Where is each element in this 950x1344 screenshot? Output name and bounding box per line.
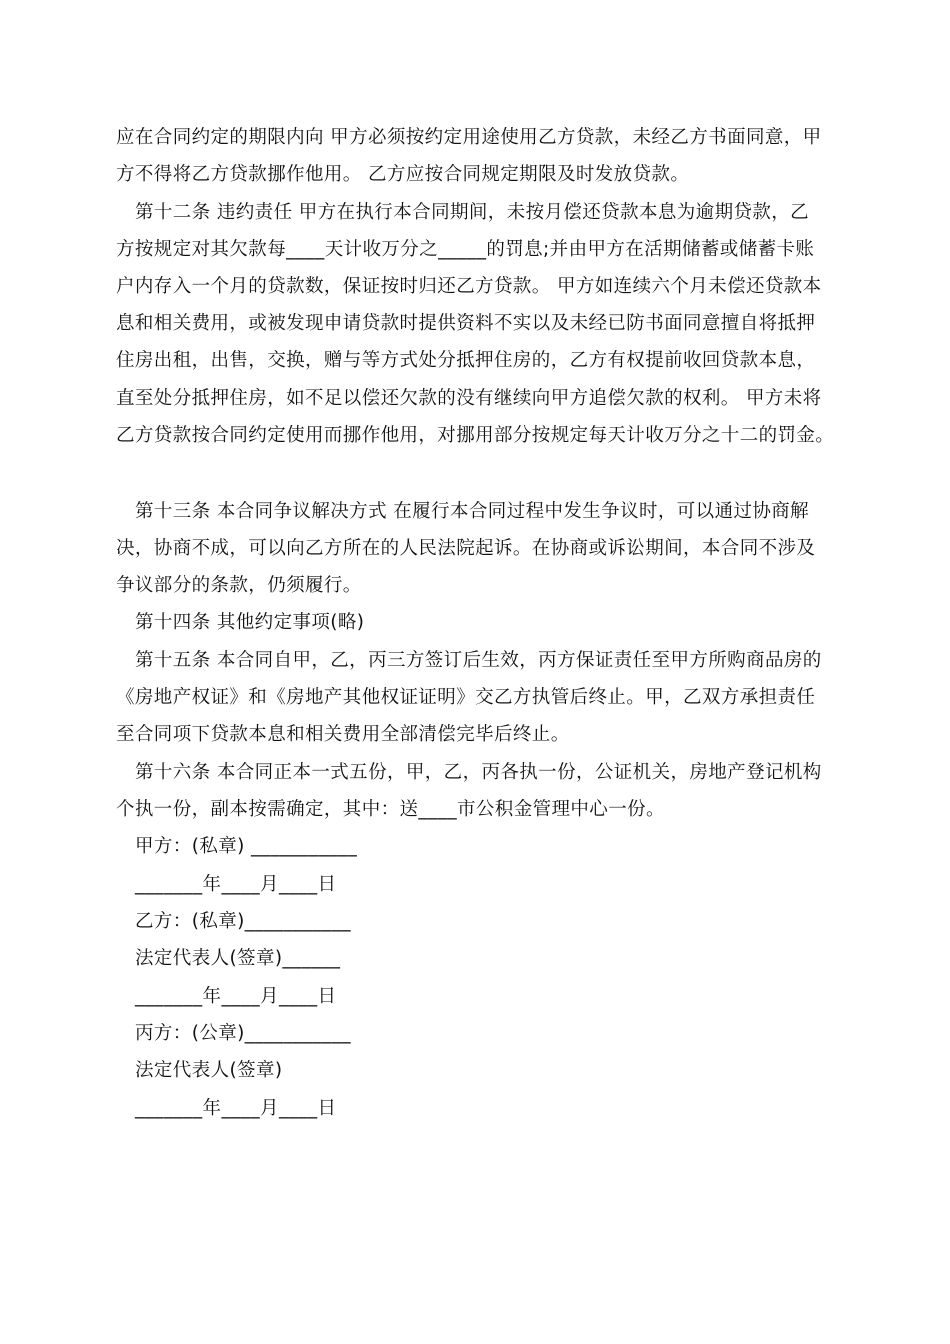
- text-line: 至合同项下贷款本息和相关费用全部清偿完毕后终止。: [116, 724, 570, 745]
- text-line: 户内存入一个月的贷款数，保证按时归还乙方贷款。 甲方如连续六个月未偿还贷款本: [116, 276, 822, 297]
- text-line: 应在合同约定的期限内向 甲方必须按约定用途使用乙方贷款，未经乙方书面同意，甲: [116, 127, 822, 148]
- clause-16-heading-line: 第十六条 本合同正本一式五份，甲，乙，丙各执一份，公证机关，房地产登记机构: [135, 762, 822, 783]
- legal-representative-line: 法定代表人(签章)______: [135, 948, 341, 969]
- legal-representative-line: 法定代表人(签章): [135, 1060, 283, 1081]
- text-line: 直至处分抵押住房，如不足以偿还欠款的没有继续向甲方追偿欠款的权利。 甲方未将: [116, 388, 822, 409]
- clause-13-heading-line: 第十三条 本合同争议解决方式 在履行本合同过程中发生争议时，可以通过协商解: [135, 501, 810, 522]
- date-line: _______年____月____日: [135, 874, 337, 895]
- text-line: 住房出租，出售，交换，赠与等方式处分抵押住房的，乙方有权提前收回贷款本息，: [116, 350, 816, 371]
- text-line: 方不得将乙方贷款挪作他用。 乙方应按合同规定期限及时发放贷款。: [116, 164, 690, 185]
- clause-12-heading-line: 第十二条 违约责任 甲方在执行本合同期间，未按月偿还贷款本息为逾期贷款，乙: [135, 202, 810, 223]
- date-line: _______年____月____日: [135, 986, 337, 1007]
- clause-14-heading-line: 第十四条 其他约定事项(略): [135, 612, 365, 633]
- party-c-signature-line: 丙方：(公章)___________: [135, 1023, 351, 1044]
- date-line: _______年____月____日: [135, 1098, 337, 1119]
- text-line: 个执一份，副本按需确定，其中：送____市公积金管理中心一份。: [116, 799, 665, 820]
- party-a-signature-line: 甲方：(私章) ___________: [135, 836, 358, 857]
- clause-15-heading-line: 第十五条 本合同自甲，乙，丙三方签订后生效，丙方保证责任至甲方所购商品房的: [135, 650, 822, 671]
- text-line: 息和相关费用，或被发现申请贷款时提供资料不实以及未经已防书面同意擅自将抵押: [116, 313, 816, 334]
- text-line: 《房地产权证》和《房地产其他权证证明》交乙方执管后终止。甲，乙双方承担责任: [116, 687, 816, 708]
- text-line: 决，协商不成，可以向乙方所在的人民法院起诉。在协商或诉讼期间，本合同不涉及: [116, 538, 816, 559]
- text-line: 乙方贷款按合同约定使用而挪作他用，对挪用部分按规定每天计收万分之十二的罚金。: [116, 425, 835, 446]
- text-line: 争议部分的条款，仍须履行。: [116, 575, 362, 596]
- text-line: 方按规定对其欠款每____天计收万分之_____的罚息;并由甲方在活期储蓄或储蓄卡账: [116, 239, 815, 260]
- party-b-signature-line: 乙方：(私章)___________: [135, 911, 351, 932]
